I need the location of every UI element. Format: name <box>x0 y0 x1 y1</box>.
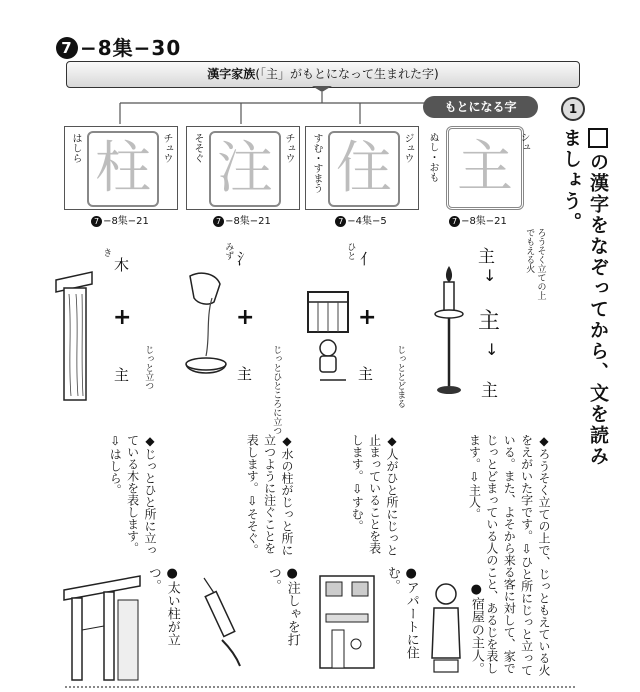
explanation-hashira: ◆じっとひと所に立っている木を表します。⇩はしら。 <box>108 434 157 556</box>
kun-reading: ぬし・おも <box>427 132 438 182</box>
origin-base-note-chu: じっとひところに立つ <box>271 345 282 435</box>
kun-reading: すむ・すまう <box>311 133 322 193</box>
banner-subtitle: (「主」がもとになって生まれた字) <box>255 67 439 81</box>
kanji-ref-chu: 7 −8集−21 <box>186 212 298 227</box>
banner-title: 漢字家族 <box>207 67 256 81</box>
innkeeper-icon <box>428 578 464 682</box>
apartment-icon <box>318 574 376 670</box>
kanji-card-shu <box>422 126 534 208</box>
origin-base-ju: 主 <box>358 365 374 383</box>
origin-radical-chu: 氵 <box>237 250 253 268</box>
origin-radical-note-hashira: き <box>101 248 112 257</box>
origin-base-chu: 主 <box>237 365 253 383</box>
origin-base-note-ju: じっととどまる <box>395 345 406 408</box>
origin-radical-hashira: 木 <box>114 256 130 274</box>
bottom-dotted-divider <box>65 686 575 688</box>
example-sentence-chu: ●注しゃを打つ。 <box>265 566 300 646</box>
explanation-ju: ◆人がひと所にじっと止まっていることを表します。⇩すむ。 <box>350 434 399 556</box>
trace-kanji[interactable]: 柱 <box>87 131 159 207</box>
explanation-chu: ◆水の柱がじっと所に立つように注ぐことを表します。⇩そそぐ。 <box>245 434 294 556</box>
example-sentence-shu: ●宿屋の主人。 <box>468 582 484 675</box>
instruction-label: の漢字をなぞってから、文を読みましょう。 <box>560 128 609 467</box>
example-sentence-hashira: ●太い柱が立つ。 <box>145 566 180 646</box>
example-sentence-ju: ●アパートに住む。 <box>384 566 419 659</box>
arrow-down-icon: ↓ <box>485 340 499 359</box>
plus-icon: + <box>358 305 377 330</box>
plus-icon: + <box>236 305 255 330</box>
base-kanji-label: もとになる字 <box>423 96 538 118</box>
origin-radical-ju: 亻 <box>360 250 376 268</box>
on-reading: ジュウ <box>402 133 413 163</box>
on-reading: チュウ <box>283 133 294 163</box>
kanji-ref-ju: 7 −4集−5 <box>305 212 417 227</box>
trace-box-icon <box>588 128 608 148</box>
trace-kanji[interactable]: 住 <box>328 131 400 207</box>
trace-kanji[interactable]: 注 <box>209 131 281 207</box>
origin-radical-note-ju: ひと <box>345 242 356 260</box>
on-reading: チュウ <box>161 133 172 163</box>
origin-base-note-hashira: じっと立つ <box>143 345 154 390</box>
origin-radical-note-chu: みず <box>223 242 234 260</box>
pillar-house-icon <box>62 570 142 682</box>
candlestick-icon <box>424 262 474 400</box>
kun-reading: そそぐ <box>192 133 203 163</box>
arrow-down-icon: ↓ <box>483 266 497 285</box>
origin-glyph-bottom: 主 <box>481 381 498 401</box>
instruction-text <box>558 128 612 468</box>
origin-glyph-mid: 主 <box>478 309 501 334</box>
unit-code: −8集−30 <box>80 36 182 60</box>
pouring-water-icon <box>176 268 230 380</box>
kanji-card-hashira <box>64 126 178 210</box>
origin-note-shu: ろうそく立ての上でもえる火 <box>524 228 546 300</box>
kanji-ref-shu: 7 −8集−21 <box>422 212 534 227</box>
syringe-icon <box>196 574 248 670</box>
unit-circle-number: 7 <box>56 37 78 59</box>
wooden-post-icon <box>54 270 96 402</box>
trace-kanji[interactable]: 主 <box>446 126 524 210</box>
person-window-icon <box>306 290 352 386</box>
kanji-ref-hashira: 7 −8集−21 <box>64 212 176 227</box>
origin-base-hashira: 主 <box>114 366 130 384</box>
explanation-shu: ◆ろうそく立ての上で、じっともえている火をえがいた字です。⇩ひと所にじっと立っている。また、よそから来る客に対して、家でじっとどまっている人のこと、あるじを表します。⇩主人。 <box>467 434 551 676</box>
kun-reading: はしら <box>70 133 81 163</box>
kanji-card-chu <box>186 126 300 210</box>
origin-glyph-top: 主 <box>478 247 495 267</box>
section-number: 1 <box>561 97 585 121</box>
kanji-card-ju <box>305 126 419 210</box>
on-reading: シュ <box>518 132 529 152</box>
plus-icon: + <box>113 305 132 330</box>
